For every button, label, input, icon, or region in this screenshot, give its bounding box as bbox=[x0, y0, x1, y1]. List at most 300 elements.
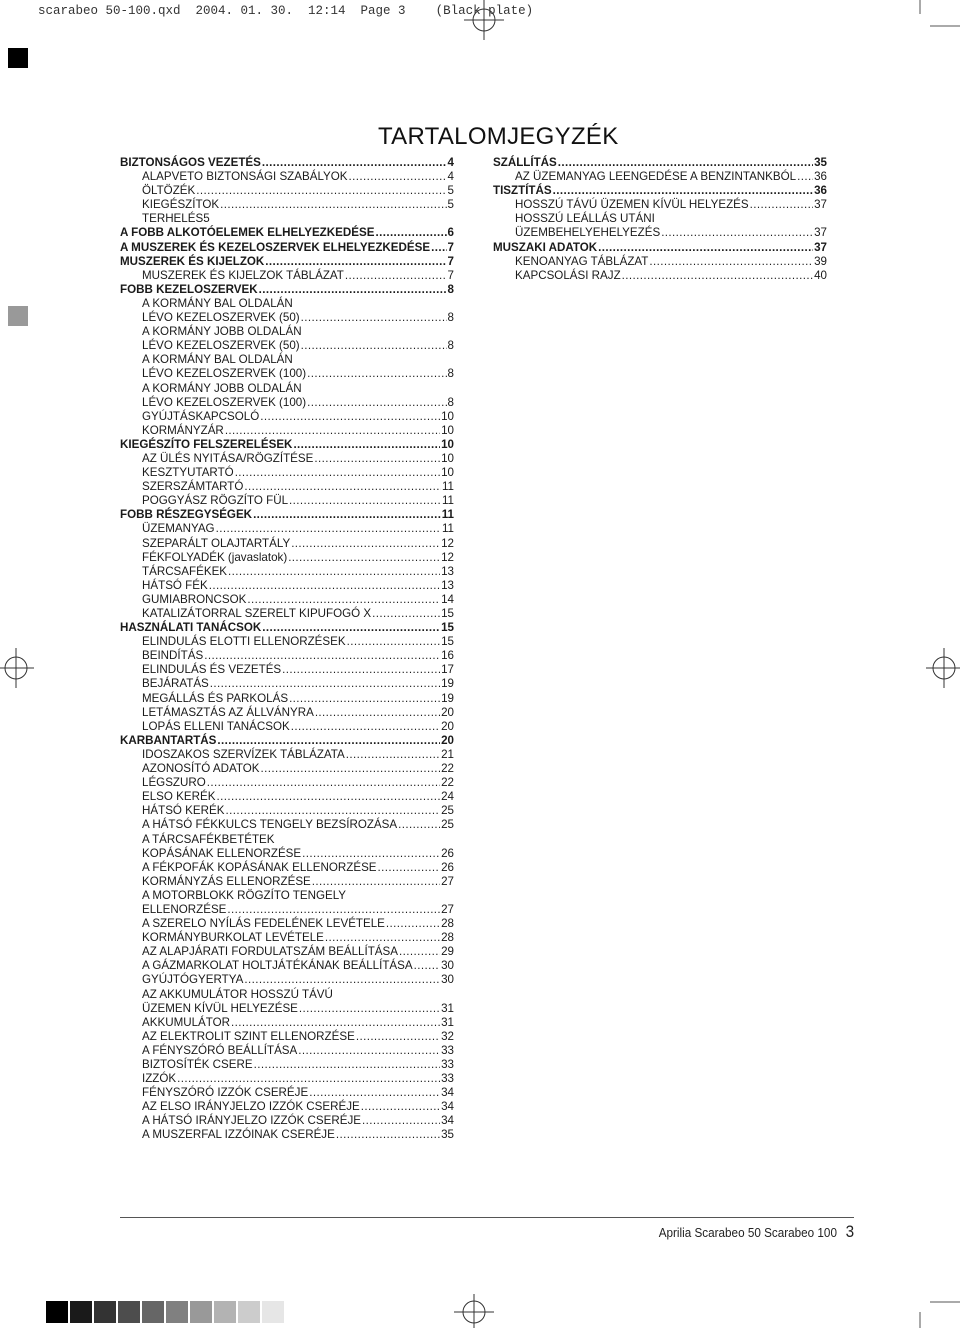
toc-dot-leader bbox=[220, 198, 446, 212]
corner-crop-mark-bottom-right bbox=[900, 1290, 960, 1328]
toc-entry bbox=[120, 663, 454, 677]
footer-page-number: 3 bbox=[845, 1222, 854, 1241]
toc-page-number: 4 bbox=[447, 170, 454, 184]
toc-page-number: 11 bbox=[441, 494, 454, 508]
toc-dot-leader bbox=[302, 847, 440, 861]
toc-dot-leader bbox=[301, 339, 447, 353]
slug-line: scarabeo 50-100.qxd 2004. 01. 30. 12:14 Page 3 (Black plate) bbox=[38, 4, 534, 18]
toc-page-number: 30 bbox=[441, 959, 454, 973]
toc-entry-title: TÁRCSAFÉKEK bbox=[142, 564, 228, 578]
toc-entry-title: KIEGÉSZÍTO FELSZERELÉSEK bbox=[120, 437, 293, 451]
toc-page-number: 19 bbox=[441, 677, 454, 691]
toc-entry-title: LOPÁS ELLENI TANÁCSOK bbox=[142, 719, 290, 733]
toc-dot-leader bbox=[210, 677, 440, 691]
toc-entry bbox=[120, 1044, 454, 1058]
toc-page-number: 8 bbox=[447, 395, 454, 409]
color-bar-swatch bbox=[262, 1301, 284, 1323]
toc-page-number: 10 bbox=[441, 466, 454, 480]
toc-entry-title: AZ ÜLÉS NYITÁSA/RÖGZÍTÉSE bbox=[142, 451, 314, 465]
toc-dot-leader bbox=[217, 734, 440, 748]
toc-entry bbox=[120, 382, 454, 396]
toc-entry-title: AKKUMULÁTOR bbox=[142, 1015, 231, 1029]
toc-entry bbox=[493, 255, 827, 269]
toc-entry-title: LÉGSZURO bbox=[142, 776, 206, 790]
toc-dot-leader bbox=[216, 522, 441, 536]
toc-entry bbox=[120, 875, 454, 889]
toc-dot-leader bbox=[291, 720, 440, 734]
toc-entry bbox=[120, 818, 454, 832]
toc-page-number: 15 bbox=[441, 621, 454, 635]
toc-dot-leader bbox=[553, 184, 813, 198]
toc-entry bbox=[120, 804, 454, 818]
toc-entry-title: ÜZEMANYAG bbox=[142, 522, 215, 536]
toc-page-number: 29 bbox=[441, 945, 454, 959]
toc-dot-leader bbox=[661, 226, 813, 240]
toc-dot-leader bbox=[312, 875, 440, 889]
toc-entry bbox=[120, 1058, 454, 1072]
toc-dot-leader bbox=[750, 198, 813, 212]
toc-entry bbox=[120, 1030, 454, 1044]
toc-page-number: 10 bbox=[441, 437, 454, 451]
toc-entry-title: KESZTYUTARTÓ bbox=[142, 466, 234, 480]
toc-entry bbox=[493, 226, 827, 240]
toc-entry bbox=[120, 931, 454, 945]
toc-page-number: 33 bbox=[441, 1043, 454, 1057]
toc-entry-title: A MOTORBLOKK RÖGZÍTO TENGELY bbox=[142, 888, 347, 902]
toc-page-number: 32 bbox=[441, 1029, 454, 1043]
toc-entry-title: LÉVO KEZELOSZERVEK (50) bbox=[142, 311, 300, 325]
toc-entry bbox=[120, 762, 454, 776]
toc-entry bbox=[120, 973, 454, 987]
toc-page-number: 10 bbox=[441, 409, 454, 423]
toc-left-column bbox=[120, 156, 454, 1143]
toc-entry-title: ÖLTÖZÉK bbox=[142, 184, 196, 198]
toc-entry-title: A KORMÁNY BAL OLDALÁN bbox=[142, 353, 293, 367]
toc-entry-title: A KORMÁNY BAL OLDALÁN bbox=[142, 296, 293, 310]
toc-dot-leader bbox=[386, 917, 440, 931]
toc-entry bbox=[120, 917, 454, 931]
toc-entry-title: ÜZEMEN KÍVÜL HELYEZÉSE bbox=[142, 1001, 298, 1015]
toc-entry bbox=[120, 635, 454, 649]
toc-dot-leader bbox=[372, 607, 440, 621]
toc-page-number: 11 bbox=[441, 508, 454, 522]
toc-entry-title: LÉVO KEZELOSZERVEK (100) bbox=[142, 367, 307, 381]
toc-entry-title: LÉVO KEZELOSZERVEK (100) bbox=[142, 395, 307, 409]
toc-page-number: 37 bbox=[814, 198, 827, 212]
toc-page-number: 7 bbox=[447, 268, 454, 282]
toc-entry bbox=[120, 494, 454, 508]
toc-entry bbox=[120, 466, 454, 480]
toc-dot-leader bbox=[378, 861, 441, 875]
toc-dot-leader bbox=[177, 1072, 440, 1086]
toc-entry-title: MUSZEREK ÉS KIJELZOK bbox=[120, 254, 265, 268]
toc-entry bbox=[493, 198, 827, 212]
toc-page-number: 39 bbox=[814, 254, 827, 268]
toc-entry-title: ELINDULÁS ÉS VEZETÉS bbox=[142, 663, 282, 677]
toc-page-number: 31 bbox=[441, 1001, 454, 1015]
toc-entry-title: ELINDULÁS ELOTTI ELLENORZÉSEK bbox=[142, 635, 346, 649]
toc-entry bbox=[120, 396, 454, 410]
toc-page-number: 15 bbox=[441, 635, 454, 649]
toc-entry bbox=[120, 410, 454, 424]
toc-entry bbox=[493, 269, 827, 283]
toc-entry bbox=[120, 537, 454, 551]
color-bar-swatch bbox=[118, 1301, 140, 1323]
toc-page-number: 34 bbox=[441, 1100, 454, 1114]
toc-entry bbox=[120, 508, 454, 522]
toc-entry-title: A SZERELO NYÍLÁS FEDELÉNEK LEVÉTELE bbox=[142, 917, 385, 931]
toc-entry-title: AZ AKKUMULÁTOR HOSSZÚ TÁVÚ bbox=[142, 987, 333, 1001]
toc-dot-leader bbox=[288, 551, 440, 565]
toc-dot-leader bbox=[289, 692, 440, 706]
toc-entry-title: KARBANTARTÁS bbox=[120, 733, 217, 747]
toc-entry-title: GYÚJTÓGYERTYA bbox=[142, 973, 244, 987]
toc-dot-leader bbox=[649, 255, 813, 269]
toc-dot-leader bbox=[301, 311, 447, 325]
toc-entry-title: KORMÁNYZÁR bbox=[142, 423, 224, 437]
toc-dot-leader bbox=[414, 959, 440, 973]
toc-entry-title: BIZTOSÍTÉK CSERE bbox=[142, 1058, 253, 1071]
toc-entry-title: POGGYÁSZ RÖGZÍTO FÜL bbox=[142, 494, 289, 508]
toc-entry-title: TISZTÍTÁS bbox=[493, 184, 552, 198]
toc-entry bbox=[120, 522, 454, 536]
toc-dot-leader bbox=[204, 649, 440, 663]
toc-entry-title: KOPÁSÁNAK ELLENORZÉSE bbox=[142, 846, 302, 860]
toc-entry bbox=[120, 565, 454, 579]
toc-page-number: 22 bbox=[441, 776, 454, 790]
toc-page-number: 13 bbox=[441, 564, 454, 578]
footer-model: Scarabeo 50 Scarabeo 100 bbox=[694, 1225, 837, 1240]
toc-entry-title: AZONOSÍTÓ ADATOK bbox=[142, 762, 260, 776]
toc-entry-title: A HÁTSÓ IRÁNYJELZO IZZÓK CSERÉJE bbox=[142, 1114, 362, 1128]
toc-entry-title: KORMÁNYZÁS ELLENORZÉSE bbox=[142, 874, 311, 888]
color-bar-swatch bbox=[142, 1301, 164, 1323]
toc-entry bbox=[120, 156, 454, 170]
toc-dot-leader bbox=[325, 931, 440, 945]
toc-page-number: 8 bbox=[447, 367, 454, 381]
toc-dot-leader bbox=[298, 1044, 440, 1058]
toc-entry-title: FOBB KEZELOSZERVEK bbox=[120, 282, 258, 296]
toc-entry-title: FÉNYSZÓRÓ IZZÓK CSERÉJE bbox=[142, 1086, 309, 1100]
toc-page-number: 8 bbox=[447, 282, 454, 296]
toc-entry-title: A GÁZMARKOLAT HOLTJÁTÉKÁNAK BEÁLLÍTÁSA bbox=[142, 959, 413, 973]
toc-entry-title: LÉVO KEZELOSZERVEK (50) bbox=[142, 339, 300, 353]
toc-dot-leader bbox=[235, 466, 440, 480]
toc-dot-leader bbox=[307, 367, 446, 381]
toc-entry-title: IDOSZAKOS SZERVÍZEK TÁBLÁZATA bbox=[142, 747, 345, 761]
toc-dot-leader bbox=[309, 1086, 440, 1100]
registration-square-black bbox=[8, 48, 28, 68]
toc-entry bbox=[120, 1114, 454, 1128]
toc-entry-title: A HÁTSÓ FÉKKULCS TENGELY BEZSÍROZÁSA bbox=[142, 818, 398, 832]
toc-entry-title: GYÚJTÁSKAPCSOLÓ bbox=[142, 409, 260, 423]
toc-dot-leader bbox=[209, 579, 440, 593]
toc-entry-title: BIZTONSÁGOS VEZETÉS bbox=[120, 156, 261, 169]
color-bar-swatch bbox=[238, 1301, 260, 1323]
toc-page-number: 35 bbox=[814, 156, 827, 169]
toc-entry-title: GUMIABRONCSOK bbox=[142, 592, 247, 606]
toc-entry bbox=[120, 790, 454, 804]
toc-entry-title: FÉKFOLYADÉK (javaslatok) bbox=[142, 550, 288, 564]
toc-entry bbox=[120, 889, 454, 903]
toc-page-number: 20 bbox=[441, 733, 454, 747]
toc-page-number: 27 bbox=[441, 874, 454, 888]
toc-entry bbox=[120, 720, 454, 734]
registration-mark-right bbox=[926, 646, 960, 690]
toc-entry bbox=[120, 621, 454, 635]
toc-entry bbox=[120, 748, 454, 762]
toc-entry bbox=[493, 241, 827, 255]
registration-mark-top bbox=[462, 0, 506, 40]
toc-entry bbox=[120, 452, 454, 466]
toc-dot-leader bbox=[347, 635, 440, 649]
footer-brand: Aprilia bbox=[658, 1225, 692, 1240]
color-bar-swatch bbox=[166, 1301, 188, 1323]
toc-entry-title: AZ ELSO IRÁNYJELZO IZZÓK CSERÉJE bbox=[142, 1100, 360, 1114]
toc-dot-leader bbox=[265, 255, 446, 269]
toc-dot-leader bbox=[254, 1058, 441, 1072]
toc-page-number: 33 bbox=[441, 1072, 454, 1086]
toc-entry bbox=[493, 184, 827, 198]
corner-crop-mark-top-right bbox=[900, 0, 960, 40]
toc-entry bbox=[120, 424, 454, 438]
toc-dot-leader bbox=[307, 396, 446, 410]
registration-square-grey bbox=[8, 306, 28, 326]
toc-entry bbox=[120, 1002, 454, 1016]
toc-entry bbox=[120, 551, 454, 565]
toc-dot-leader bbox=[362, 1114, 440, 1128]
toc-entry bbox=[493, 212, 827, 226]
toc-entry-title: A MUSZEREK ÉS KEZELOSZERVEK ELHELYEZKEDÉSE bbox=[120, 240, 431, 254]
toc-page-number: 17 bbox=[441, 663, 454, 677]
toc-entry-title: A KORMÁNY JOBB OLDALÁN bbox=[142, 325, 302, 339]
toc-right-column bbox=[493, 156, 827, 283]
toc-dot-leader bbox=[349, 170, 447, 184]
toc-entry bbox=[120, 593, 454, 607]
toc-page-number: 11 bbox=[441, 480, 454, 494]
toc-entry bbox=[120, 480, 454, 494]
toc-dot-leader bbox=[336, 1128, 440, 1142]
toc-entry bbox=[120, 226, 454, 240]
toc-page-number: 8 bbox=[447, 339, 454, 353]
toc-entry bbox=[120, 945, 454, 959]
toc-entry-title: HOSSZÚ LEÁLLÁS UTÁNI bbox=[515, 212, 655, 226]
toc-entry-title: AZ ÜZEMANYAG LEENGEDÉSE A BENZINTANKBÓL bbox=[515, 170, 797, 184]
toc-entry bbox=[120, 311, 454, 325]
toc-entry bbox=[120, 1086, 454, 1100]
toc-dot-leader bbox=[291, 537, 440, 551]
toc-dot-leader bbox=[431, 241, 446, 255]
toc-entry-title: IZZÓK bbox=[142, 1072, 177, 1086]
toc-dot-leader bbox=[262, 621, 440, 635]
toc-page-number: 33 bbox=[441, 1058, 454, 1071]
toc-entry-title: MEGÁLLÁS ÉS PARKOLÁS bbox=[142, 691, 289, 705]
color-bar-swatch bbox=[70, 1301, 92, 1323]
toc-page-number: 27 bbox=[441, 902, 454, 916]
toc-dot-leader bbox=[797, 170, 813, 184]
toc-entry-title: MUSZAKI ADATOK bbox=[493, 240, 598, 254]
toc-entry-title: A KORMÁNY JOBB OLDALÁN bbox=[142, 381, 302, 395]
toc-dot-leader bbox=[314, 452, 440, 466]
toc-entry-title: ELLENORZÉSE bbox=[142, 902, 227, 916]
toc-entry bbox=[120, 1016, 454, 1030]
toc-page-number: 16 bbox=[441, 649, 454, 663]
toc-page-number: 5 bbox=[447, 198, 454, 212]
toc-page-number: 26 bbox=[441, 860, 454, 874]
toc-entry bbox=[120, 212, 454, 226]
toc-entry bbox=[120, 833, 454, 847]
toc-entry bbox=[120, 776, 454, 790]
toc-entry-title: AZ ALAPJÁRATI FORDULATSZÁM BEÁLLÍTÁSA bbox=[142, 945, 398, 959]
toc-entry-title: ELSO KERÉK bbox=[142, 790, 216, 804]
toc-page-number: 19 bbox=[441, 691, 454, 705]
toc-page-number: 28 bbox=[441, 931, 454, 945]
toc-entry bbox=[120, 677, 454, 691]
toc-entry-title: HÁTSÓ KERÉK bbox=[142, 804, 225, 818]
toc-entry bbox=[120, 353, 454, 367]
toc-dot-leader bbox=[225, 424, 440, 438]
toc-dot-leader bbox=[622, 269, 813, 283]
toc-entry bbox=[120, 283, 454, 297]
toc-entry-title: AZ ELEKTROLIT SZINT ELLENORZÉSE bbox=[142, 1029, 355, 1043]
toc-entry-title: A FÉNYSZÓRÓ BEÁLLÍTÁSA bbox=[142, 1043, 298, 1057]
registration-mark-bottom bbox=[452, 1292, 496, 1328]
toc-page-number: 12 bbox=[441, 536, 454, 550]
toc-entry bbox=[493, 156, 827, 170]
page-footer bbox=[659, 1222, 854, 1242]
toc-dot-leader bbox=[247, 593, 440, 607]
toc-entry bbox=[120, 959, 454, 973]
footer-rule bbox=[120, 1217, 854, 1218]
toc-entry-title: A MUSZERFAL IZZÓINAK CSERÉJE bbox=[142, 1128, 335, 1142]
toc-page-number: 10 bbox=[441, 423, 454, 437]
toc-dot-leader bbox=[375, 226, 446, 240]
color-bar-swatch bbox=[190, 1301, 212, 1323]
toc-entry-title: ALAPVETO BIZTONSÁGI SZABÁLYOK bbox=[142, 170, 348, 184]
toc-entry-title: MUSZEREK ÉS KIJELZOK TÁBLÁZAT bbox=[142, 268, 344, 282]
color-bar-swatch bbox=[46, 1301, 68, 1323]
toc-page-number: 24 bbox=[441, 790, 454, 804]
toc-dot-leader bbox=[361, 1100, 440, 1114]
toc-entry-title: KAPCSOLÁSI RAJZ bbox=[515, 268, 621, 282]
toc-entry-title: HOSSZÚ TÁVÚ ÜZEMEN KÍVÜL HELYEZÉS bbox=[515, 198, 749, 212]
toc-entry-title: TERHELÉS5 bbox=[142, 212, 210, 226]
toc-dot-leader bbox=[356, 1030, 440, 1044]
toc-dot-leader bbox=[225, 804, 440, 818]
toc-entry bbox=[120, 847, 454, 861]
toc-entry bbox=[120, 184, 454, 198]
toc-entry bbox=[120, 579, 454, 593]
toc-entry-title: ÜZEMBEHELYEHELYEZÉS bbox=[515, 226, 661, 240]
toc-page-number: 11 bbox=[441, 522, 454, 536]
toc-entry-title: KATALIZÁTORRAL SZERELT KIPUFOGÓ X bbox=[142, 607, 372, 620]
toc-page-number: 7 bbox=[447, 240, 454, 254]
toc-page-number: 5 bbox=[447, 184, 454, 198]
toc-dot-leader bbox=[399, 945, 440, 959]
toc-entry bbox=[120, 903, 454, 917]
toc-page-number: 13 bbox=[441, 578, 454, 592]
toc-page-number: 34 bbox=[441, 1086, 454, 1100]
toc-entry bbox=[120, 198, 454, 212]
toc-entry bbox=[493, 170, 827, 184]
toc-page-number: 25 bbox=[441, 818, 454, 832]
toc-page-number: 20 bbox=[441, 705, 454, 719]
toc-entry-title: BEINDÍTÁS bbox=[142, 649, 204, 663]
toc-entry-title: SZERSZÁMTARTÓ bbox=[142, 480, 244, 494]
toc-page-number: 21 bbox=[441, 747, 454, 761]
toc-entry bbox=[120, 861, 454, 875]
toc-dot-leader bbox=[315, 706, 440, 720]
color-bar-swatch bbox=[214, 1301, 236, 1323]
toc-dot-leader bbox=[244, 973, 440, 987]
toc-entry-title: A TÁRCSAFÉKBETÉTEK bbox=[142, 832, 275, 846]
toc-dot-leader bbox=[398, 818, 440, 832]
toc-entry bbox=[120, 269, 454, 283]
toc-dot-leader bbox=[346, 748, 440, 762]
toc-entry-title: HÁTSÓ FÉK bbox=[142, 578, 208, 592]
toc-page-number: 14 bbox=[441, 592, 454, 606]
toc-dot-leader bbox=[196, 184, 446, 198]
toc-page-number: 20 bbox=[441, 719, 454, 733]
toc-page-number: 36 bbox=[814, 184, 827, 198]
toc-entry bbox=[120, 255, 454, 269]
toc-dot-leader bbox=[253, 508, 441, 522]
toc-entry bbox=[120, 325, 454, 339]
toc-dot-leader bbox=[231, 1016, 440, 1030]
toc-dot-leader bbox=[299, 1002, 440, 1016]
toc-entry bbox=[120, 241, 454, 255]
toc-page-number: 7 bbox=[447, 254, 454, 268]
toc-page-number: 40 bbox=[814, 268, 827, 282]
toc-page-number: 37 bbox=[814, 226, 827, 240]
toc-dot-leader bbox=[216, 790, 440, 804]
toc-page-number: 30 bbox=[441, 973, 454, 987]
toc-entry bbox=[120, 1100, 454, 1114]
toc-page-number: 8 bbox=[447, 311, 454, 325]
toc-entry-title: KORMÁNYBURKOLAT LEVÉTELE bbox=[142, 931, 324, 945]
toc-dot-leader bbox=[558, 156, 813, 170]
toc-page-number: 36 bbox=[814, 170, 827, 184]
toc-entry bbox=[120, 170, 454, 184]
toc-entry-title: KENOANYAG TÁBLÁZAT bbox=[515, 254, 649, 268]
toc-entry-title: BEJÁRATÁS bbox=[142, 677, 209, 691]
page-title: TARTALOMJEGYZÉK bbox=[378, 123, 619, 150]
toc-entry-title: HASZNÁLATI TANÁCSOK bbox=[120, 621, 262, 635]
toc-page-number: 35 bbox=[441, 1128, 454, 1142]
toc-page-number: 37 bbox=[814, 240, 827, 254]
registration-mark-left bbox=[0, 646, 34, 690]
toc-entry bbox=[120, 1072, 454, 1086]
toc-entry bbox=[120, 339, 454, 353]
toc-dot-leader bbox=[227, 903, 440, 917]
toc-entry bbox=[120, 367, 454, 381]
toc-entry bbox=[120, 297, 454, 311]
toc-dot-leader bbox=[282, 663, 440, 677]
toc-entry bbox=[120, 438, 454, 452]
toc-page-number: 10 bbox=[441, 451, 454, 465]
toc-page-number: 12 bbox=[441, 550, 454, 564]
toc-page-number: 34 bbox=[441, 1114, 454, 1128]
toc-page-number: 15 bbox=[441, 607, 454, 620]
toc-page-number: 4 bbox=[447, 156, 454, 169]
toc-dot-leader bbox=[260, 410, 440, 424]
toc-page-number: 6 bbox=[447, 226, 454, 240]
toc-dot-leader bbox=[244, 480, 441, 494]
toc-entry bbox=[120, 692, 454, 706]
toc-page-number: 31 bbox=[441, 1015, 454, 1029]
toc-dot-leader bbox=[260, 762, 440, 776]
toc-dot-leader bbox=[293, 438, 440, 452]
